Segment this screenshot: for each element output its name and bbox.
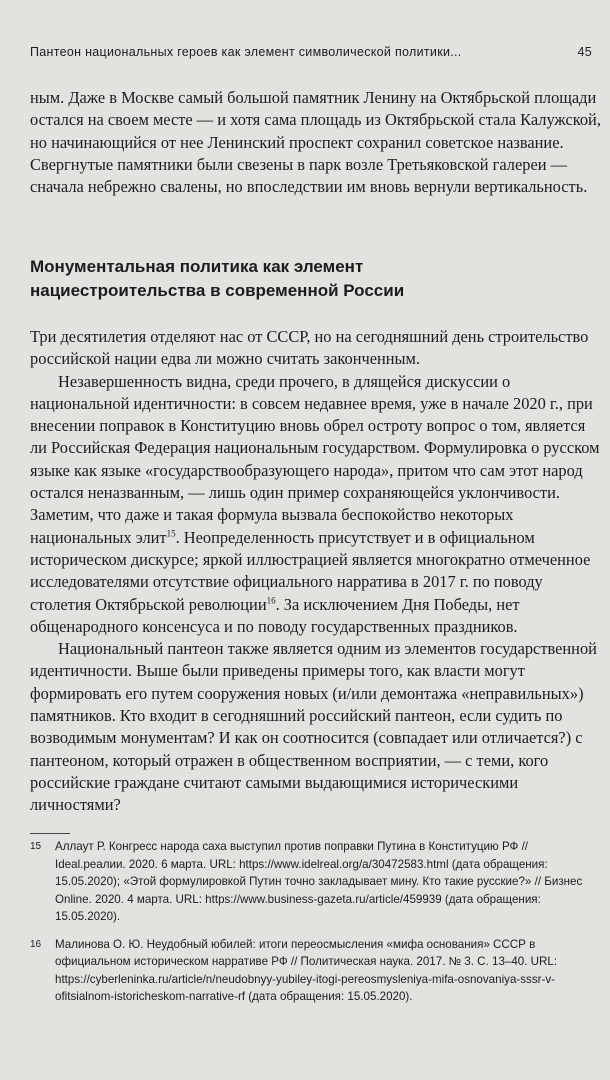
continued-paragraph-block xyxy=(30,87,602,198)
paragraph-1: Три десятилетия отделяют нас от СССР, но на сегодняшний день строительство российской нации едва ли можно считать законченным. xyxy=(30,327,589,369)
section-heading-line-2: нациестроительства в современной России xyxy=(30,281,405,300)
section-heading xyxy=(30,255,590,303)
footnote-number: 16 xyxy=(30,938,42,950)
footnote-16 xyxy=(30,936,590,1006)
footnote-separator xyxy=(30,833,70,834)
paragraph-2 xyxy=(30,371,602,639)
footnotes xyxy=(30,838,590,1016)
footnote-ref-15[interactable]: 15 xyxy=(166,528,176,539)
footnote-text: Малинова О. Ю. Неудобный юбилей: итоги переосмысления «мифа основания» СССР в официальном историческом нарративе РФ // Политическая наука. 2017. № 3. С. 13–40. URL: https://cyberleninka.ru/article/n/neudobnyy-yubiley-itogi-pereosmysleniya-mifa-osnovaniya-sssr-v-ofitsialnom-istoricheskom-narrative-rf (дата обращения: 15.05.2020). xyxy=(55,937,558,1003)
running-title: Пантеон национальных героев как элемент символической политики... xyxy=(30,45,462,59)
section-heading-line-1: Монументальная политика как элемент xyxy=(30,257,364,276)
running-header xyxy=(30,45,592,59)
paragraph-2-text-c: . За исключением Дня Победы, нет общенародного консенсуса и по поводу государственных праздников. xyxy=(30,594,520,636)
footnote-text: Аллаут Р. Конгресс народа саха выступил против поправки Путина в Конституцию РФ // Ideal.реалии. 2020. 6 марта. URL: https://www.idelreal.org/a/30472583.html (дата обращения: 15.05.2020); «Этой формулировкой Путин точно закладывает мину. Кто такие русские?» // Бизнес Online. 2020. 4 марта. URL: https://www.business-gazeta.ru/article/459939 (дата обращения: 15.05.2020). xyxy=(55,840,583,923)
paragraph-2-text-a: Незавершенность видна, среди прочего, в длящейся дискуссии о национальной идентичности: в совсем недавнее время, уже в начале 2020 г., при внесении поправок в Конституцию вновь обрел остроту вопрос о том, является ли Российская Федерация национальным государством. Формулировка о русском языке как языке «государствообразующего народа», притом что сам этот народ остался неназванным, — лишь один пример сохраняющейся уклончивости. Заметим, что даже и такая формула вызвала беспокойство некоторых национальных элит xyxy=(30,371,600,547)
paragraph-3: Национальный пантеон также является одним из элементов государственной идентичности. Выше были приведены примеры того, как власти могут формировать его путем сооружения новых (и/или демонтажа «неправильных») памятников. Кто входит в сегодняшний российский пантеон, если судить по возводимым монументам? И как он соотносится (совпадает или отличается?) с пантеоном, который отражен в общественном восприятии, — с теми, кого российские граждане считают самыми выдающимися историческими личностями? xyxy=(30,639,597,815)
footnote-ref-16[interactable]: 16 xyxy=(266,595,276,606)
footnote-15 xyxy=(30,838,590,926)
continued-paragraph: ным. Даже в Москве самый большой памятник Ленину на Октябрьской площади остался на своем месте — и хотя сама площадь из Октябрьской стала Калужской, но начинающийся от нее Ленинский проспект сохранил советское название. Свергнутые памятники были свезены в парк возле Третьяковской галереи — сначала небрежно свалены, но впоследствии им вновь вернули вертикальность. xyxy=(30,88,601,197)
section-body xyxy=(30,326,602,817)
page-number: 45 xyxy=(577,45,592,59)
footnote-number: 15 xyxy=(30,841,42,852)
paragraph-2-text-b: . Неопределенность присутствует и в официальном историческом дискурсе; яркой иллюстрацией является многократно отмеченное исследователями отсутствие официального нарратива в 2017 г. по поводу столетия Октябрьской революции xyxy=(30,527,591,614)
